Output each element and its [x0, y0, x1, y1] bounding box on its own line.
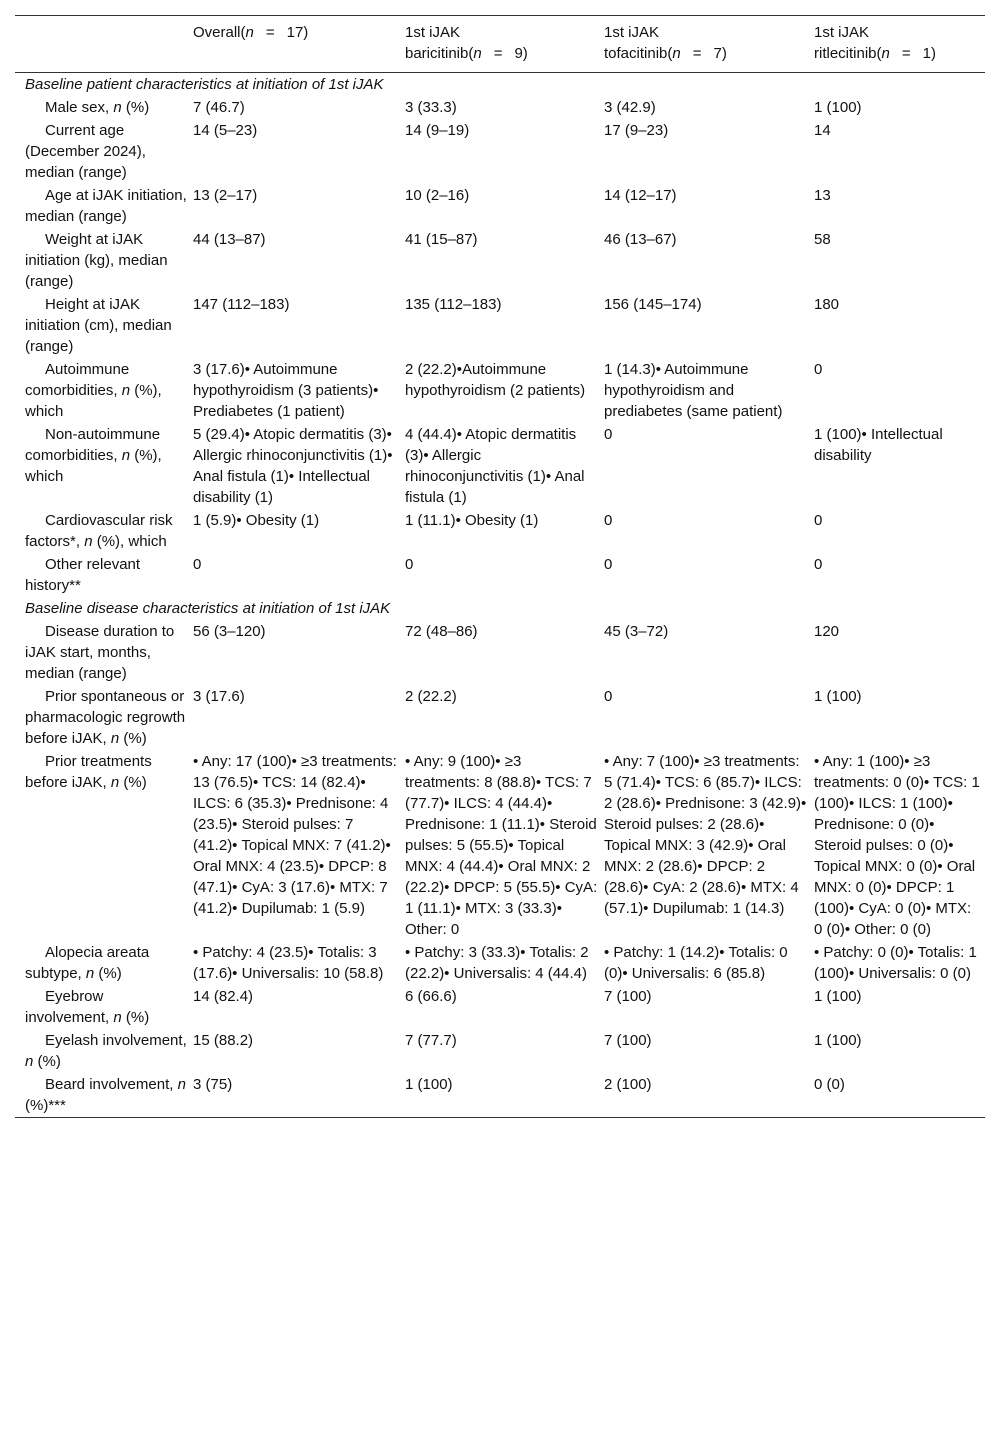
table-header	[15, 16, 985, 73]
row-label: Eyebrow involvement, n (%)	[25, 988, 150, 1026]
cell-tofacitinib: • Any: 7 (100)• ≥3 treatments: 5 (71.4)• TCS: 6 (85.7)• ILCS: 2 (28.6)• Prednisone: 3 (42.9)• Steroid pulses: 2 (28.6)• Topical MNX: 3 (42.9)• Oral MNX: 2 (28.6)• DPCP: 2 (28.6)• CyA: 2 (28.6)• MTX: 4 (57.1)• Dupilumab: 1 (14.3)	[604, 753, 807, 917]
cell-tofacitinib: 2 (100)	[604, 1076, 652, 1093]
table-body	[15, 73, 985, 1118]
cell-ritlecitinib: 1 (100)	[814, 988, 862, 1005]
cell-ritlecitinib: 13	[814, 187, 831, 204]
cell-ritlecitinib: 58	[814, 231, 831, 248]
cell-baricitinib: 2 (22.2)•Autoimmune hypothyroidism (2 patients)	[405, 361, 586, 399]
table-row	[15, 423, 985, 509]
section-title: Baseline disease characteristics at initiation of 1st iJAK	[25, 600, 391, 617]
row-label: Height at iJAK initiation (cm), median (range)	[25, 296, 172, 355]
cell-tofacitinib: 3 (42.9)	[604, 99, 656, 116]
row-label: Beard involvement, n (%)***	[25, 1076, 186, 1114]
cell-baricitinib: 10 (2–16)	[405, 187, 470, 204]
section-row-disease	[15, 597, 985, 620]
table-row	[15, 685, 985, 750]
cell-baricitinib: 0	[405, 556, 414, 573]
table-row	[15, 553, 985, 597]
cell-overall: 147 (112–183)	[193, 296, 290, 313]
cell-ritlecitinib: • Patchy: 0 (0)• Totalis: 1 (100)• Universalis: 0 (0)	[814, 944, 977, 982]
table-row	[15, 750, 985, 941]
row-label: Prior spontaneous or pharmacologic regrowth before iJAK, n (%)	[25, 688, 186, 747]
cell-ritlecitinib: 1 (100)	[814, 99, 862, 116]
table-row	[15, 509, 985, 553]
table-row	[15, 358, 985, 423]
cell-baricitinib: 14 (9–19)	[405, 122, 470, 139]
row-label: Male sex, n (%)	[45, 99, 150, 116]
cell-tofacitinib: 46 (13–67)	[604, 231, 677, 248]
cell-baricitinib: 6 (66.6)	[405, 988, 457, 1005]
row-label: Non-autoimmune comorbidities, n (%), which	[25, 426, 162, 485]
cell-ritlecitinib: 0	[814, 556, 823, 573]
table-row	[15, 96, 985, 119]
table-row	[15, 985, 985, 1029]
cell-ritlecitinib: 0	[814, 361, 823, 378]
cell-overall: 15 (88.2)	[193, 1032, 254, 1049]
cell-overall: 0	[193, 556, 202, 573]
cell-tofacitinib: 7 (100)	[604, 988, 652, 1005]
cell-baricitinib: 1 (100)	[405, 1076, 453, 1093]
header-ritlecitinib: 1st iJAK ritlecitinib(n = 1)	[814, 24, 936, 62]
cell-ritlecitinib: 0	[814, 512, 823, 529]
cell-baricitinib: 1 (11.1)• Obesity (1)	[405, 512, 539, 529]
cell-overall: • Any: 17 (100)• ≥3 treatments: 13 (76.5)• TCS: 14 (82.4)• ILCS: 6 (35.3)• Prednisone: 4 (23.5)• Steroid pulses: 7 (41.2)• Topical MNX: 7 (41.2)• Oral MNX: 4 (23.5)• DPCP: 8 (47.1)• CyA: 3 (17.6)• MTX: 7 (41.2)• Dupilumab: 1 (5.9)	[193, 753, 397, 917]
table-row	[15, 1073, 985, 1118]
cell-tofacitinib: 45 (3–72)	[604, 623, 669, 640]
cell-overall: 5 (29.4)• Atopic dermatitis (3)• Allergic rhinoconjunctivitis (1)• Anal fistula (1)• Intellectual disability (1)	[193, 426, 393, 506]
row-label: Age at iJAK initiation, median (range)	[25, 187, 187, 225]
baseline-characteristics-table	[15, 15, 985, 1118]
cell-baricitinib: 3 (33.3)	[405, 99, 457, 116]
cell-ritlecitinib: 1 (100)	[814, 688, 862, 705]
cell-overall: 1 (5.9)• Obesity (1)	[193, 512, 320, 529]
table-row	[15, 620, 985, 685]
table-row	[15, 119, 985, 184]
row-label: Alopecia areata subtype, n (%)	[25, 944, 150, 982]
header-overall: Overall(n = 17)	[193, 24, 309, 41]
cell-tofacitinib: 7 (100)	[604, 1032, 652, 1049]
table-row	[15, 293, 985, 358]
cell-tofacitinib: 14 (12–17)	[604, 187, 677, 204]
row-label: Other relevant history**	[25, 556, 141, 594]
table-container	[15, 15, 985, 1118]
header-tofacitinib: 1st iJAK tofacitinib(n = 7)	[604, 24, 727, 62]
cell-ritlecitinib: 0 (0)	[814, 1076, 845, 1093]
cell-tofacitinib: 0	[604, 556, 613, 573]
table-row	[15, 941, 985, 985]
cell-overall: 13 (2–17)	[193, 187, 258, 204]
row-label: Autoimmune comorbidities, n (%), which	[25, 361, 162, 420]
row-label: Eyelash involvement, n (%)	[25, 1032, 187, 1070]
cell-tofacitinib: 1 (14.3)• Autoimmune hypothyroidism and prediabetes (same patient)	[604, 361, 783, 420]
cell-ritlecitinib: • Any: 1 (100)• ≥3 treatments: 0 (0)• TCS: 1 (100)• ILCS: 1 (100)• Prednisone: 0 (0)• Steroid pulses: 0 (0)• Topical MNX: 0 (0)• Oral MNX: 0 (0)• DPCP: 1 (100)• CyA: 0 (0)• MTX: 0 (0)• Other: 0 (0)	[814, 753, 980, 938]
header-empty-cell	[15, 16, 191, 73]
row-label: Cardiovascular risk factors*, n (%), which	[25, 512, 173, 550]
cell-overall: 7 (46.7)	[193, 99, 245, 116]
header-row	[15, 16, 985, 73]
section-title: Baseline patient characteristics at initiation of 1st iJAK	[25, 76, 384, 93]
row-label: Disease duration to iJAK start, months, median (range)	[25, 623, 175, 682]
cell-tofacitinib: 0	[604, 688, 613, 705]
row-label: Prior treatments before iJAK, n (%)	[25, 753, 152, 791]
cell-baricitinib: • Patchy: 3 (33.3)• Totalis: 2 (22.2)• Universalis: 4 (44.4)	[405, 944, 589, 982]
header-baricitinib: 1st iJAK baricitinib(n = 9)	[405, 24, 528, 62]
cell-tofacitinib: 0	[604, 512, 613, 529]
cell-baricitinib: 2 (22.2)	[405, 688, 457, 705]
cell-ritlecitinib: 14	[814, 122, 831, 139]
cell-baricitinib: 72 (48–86)	[405, 623, 478, 640]
cell-overall: 3 (17.6)	[193, 688, 245, 705]
cell-ritlecitinib: 180	[814, 296, 840, 313]
cell-overall: 14 (82.4)	[193, 988, 254, 1005]
cell-overall: 3 (17.6)• Autoimmune hypothyroidism (3 patients)• Prediabetes (1 patient)	[193, 361, 379, 420]
cell-baricitinib: 4 (44.4)• Atopic dermatitis (3)• Allergic rhinoconjunctivitis (1)• Anal fistula (1)	[405, 426, 585, 506]
cell-ritlecitinib: 120	[814, 623, 840, 640]
cell-overall: 56 (3–120)	[193, 623, 266, 640]
cell-ritlecitinib: 1 (100)• Intellectual disability	[814, 426, 943, 464]
cell-baricitinib: 135 (112–183)	[405, 296, 502, 313]
cell-overall: 44 (13–87)	[193, 231, 266, 248]
row-label: Current age (December 2024), median (range)	[25, 122, 146, 181]
table-row	[15, 1029, 985, 1073]
table-row	[15, 184, 985, 228]
cell-overall: 3 (75)	[193, 1076, 233, 1093]
cell-baricitinib: 7 (77.7)	[405, 1032, 457, 1049]
cell-ritlecitinib: 1 (100)	[814, 1032, 862, 1049]
cell-tofacitinib: 0	[604, 426, 613, 443]
cell-overall: 14 (5–23)	[193, 122, 258, 139]
cell-overall: • Patchy: 4 (23.5)• Totalis: 3 (17.6)• Universalis: 10 (58.8)	[193, 944, 384, 982]
cell-tofacitinib: • Patchy: 1 (14.2)• Totalis: 0 (0)• Universalis: 6 (85.8)	[604, 944, 788, 982]
row-label: Weight at iJAK initiation (kg), median (range)	[25, 231, 168, 290]
cell-baricitinib: • Any: 9 (100)• ≥3 treatments: 8 (88.8)• TCS: 7 (77.7)• ILCS: 4 (44.4)• Prednisone: 1 (11.1)• Steroid pulses: 5 (55.5)• Topical MNX: 4 (44.4)• Oral MNX: 2 (22.2)• DPCP: 5 (55.5)• CyA: 1 (11.1)• MTX: 3 (33.3)• Other: 0	[405, 753, 598, 938]
section-row-patient	[15, 73, 985, 97]
cell-tofacitinib: 156 (145–174)	[604, 296, 702, 313]
table-row	[15, 228, 985, 293]
cell-baricitinib: 41 (15–87)	[405, 231, 478, 248]
cell-tofacitinib: 17 (9–23)	[604, 122, 669, 139]
